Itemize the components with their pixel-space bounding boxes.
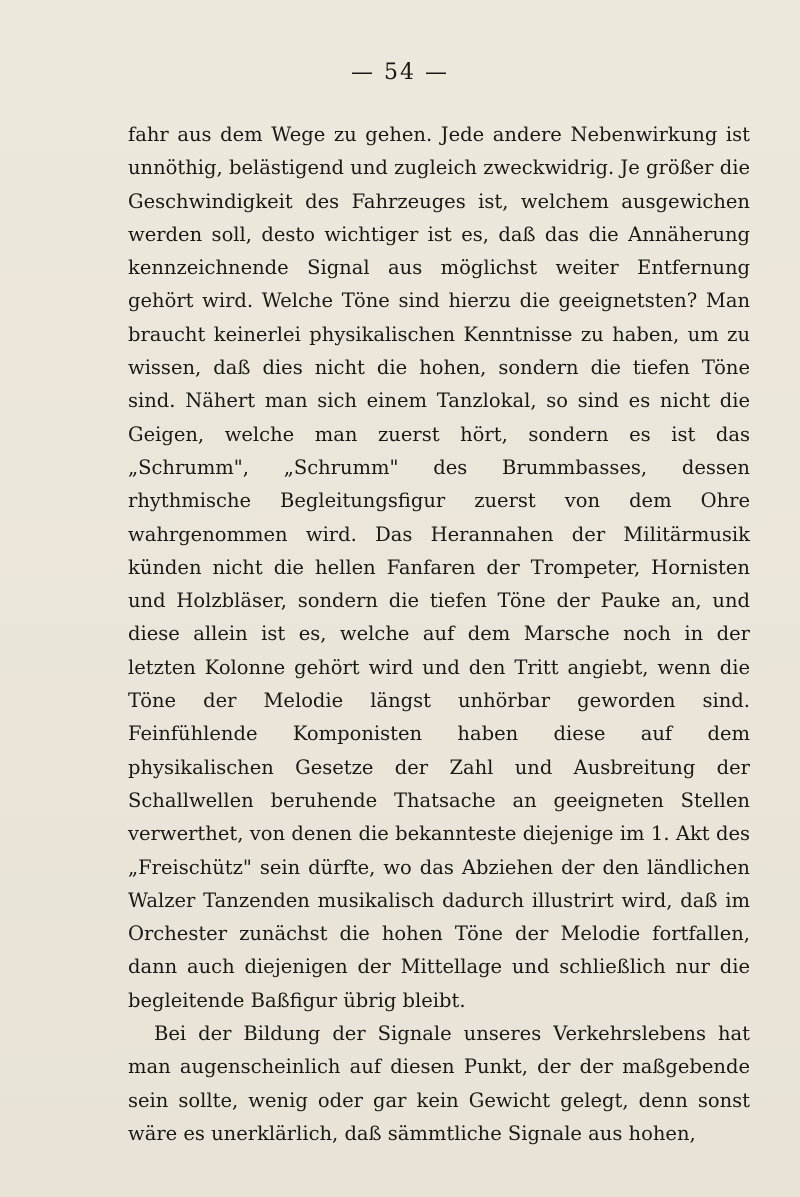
paragraph-2: Bei der Bildung der Signale unseres Verkehrslebens hat man augenscheinlich auf diesen Punkt, der der maßgebende sein sollte, wenig oder gar kein Gewicht gelegt, denn sonst wäre es unerklärlich, daß sämmtliche Signale aus hohen, — [128, 1022, 750, 1145]
page-number: — 54 — — [351, 60, 449, 85]
body-text — [128, 118, 750, 1150]
paragraph-1: fahr aus dem Wege zu gehen. Jede andere Nebenwirkung ist unnöthig, belästigend und zugleich zweckwidrig. Je größer die Geschwindigkeit des Fahrzeuges ist, welchem ausgewichen werden soll, desto wichtiger ist es, daß das die Annäherung kennzeichnende Signal aus möglichst weiter Entfernung gehört wird. Welche Töne sind hierzu die geeignetsten? Man braucht keinerlei physikalischen Kenntnisse zu haben, um zu wissen, daß dies nicht die hohen, sondern die tiefen Töne sind. Nähert man sich einem Tanzlokal, so sind es nicht die Geigen, welche man zuerst hört, sondern es ist das „Schrumm", „Schrumm" des Brummbasses, dessen rhythmische Begleitungsfigur zuerst von dem Ohre wahrgenommen wird. Das Herannahen der Militärmusik künden nicht die hellen Fanfaren der Trompeter, Hornisten und Holzbläser, sondern die tiefen Töne der Pauke an, und diese allein ist es, welche auf dem Marsche noch in der letzten Kolonne gehört wird und den Tritt angiebt, wenn die Töne der Melodie längst unhörbar geworden sind. Feinfühlende Komponisten haben diese auf dem physikalischen Gesetze der Zahl und Ausbreitung der Schallwellen beruhende Thatsache an geeigneten Stellen verwerthet, von denen die bekannteste diejenige im 1. Akt des „Freischütz" sein dürfte, wo das Abziehen der den ländlichen Walzer Tanzenden musikalisch dadurch illustrirt wird, daß im Orchester zunächst die hohen Töne der Melodie fortfallen, dann auch diejenigen der Mittellage und schließlich nur die begleitende Baßfigur übrig bleibt. — [128, 123, 750, 1012]
